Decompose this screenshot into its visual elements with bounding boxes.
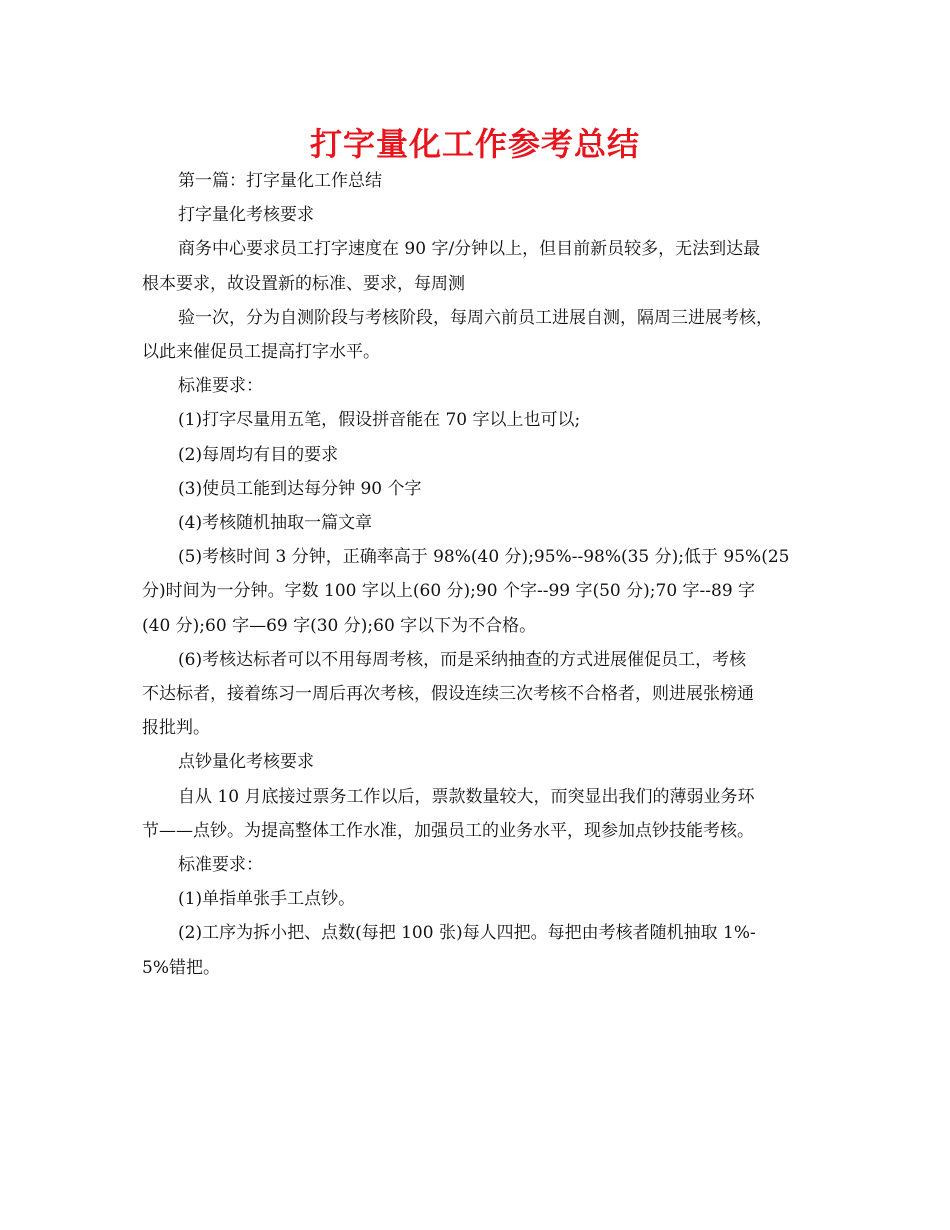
paragraph (142, 780, 842, 848)
paragraph (142, 643, 842, 746)
paragraph-line: 不达标者，接着练习一周后再次考核，假设连续三次考核不合格者，则进展张榜通 (142, 684, 754, 705)
paragraph-line: 打字量化考核要求 (178, 205, 314, 226)
paragraph (142, 369, 842, 403)
paragraph-line: (40 分);60 字—69 字(30 分);60 字以下为不合格。 (142, 615, 537, 636)
paragraph (142, 540, 842, 643)
paragraph-line: 第一篇：打字量化工作总结 (178, 171, 382, 191)
paragraph (142, 301, 842, 369)
paragraph (142, 506, 842, 540)
paragraph-line: (2)每周均有目的要求 (178, 444, 339, 465)
paragraph-line: 验一次，分为自测阶段与考核阶段，每周六前员工进展自测，隔周三进展考核， (178, 307, 773, 328)
paragraph-line: 分)时间为一分钟。字数 100 字以上(60 分);90 个字--99 字(50 分);70 字--89 字 (142, 581, 756, 602)
paragraph-line: (1)单指单张手工点钞。 (178, 889, 356, 910)
paragraph-line: (5)考核时间 3 分钟，正确率高于 98%(40 分);95%--98%(35 分);低于 95%(25 (178, 547, 790, 568)
paragraph (142, 164, 842, 198)
paragraph-line: 自从 10 月底接过票务工作以后，票款数量较大，而突显出我们的薄弱业务环 (178, 786, 755, 807)
paragraph (142, 848, 842, 882)
paragraph-line: 节——点钞。为提高整体工作水准，加强员工的业务水平，现参加点钞技能考核。 (142, 820, 754, 841)
paragraph-line: (1)打字尽量用五笔，假设拼音能在 70 字以上也可以; (178, 410, 581, 431)
paragraph (142, 438, 842, 472)
paragraph (142, 882, 842, 916)
paragraph (142, 232, 842, 300)
paragraph-line: (4)考核随机抽取一篇文章 (178, 513, 373, 534)
paragraph-line: 根本要求，故设置新的标准、要求，每周测 (142, 273, 465, 294)
paragraph-line: 以此来催促员工提高打字水平。 (142, 342, 380, 363)
paragraph-line: 商务中心要求员工打字速度在 90 字/分钟以上，但目前新员较多，无法到达最 (178, 239, 761, 260)
paragraph-line: (3)使员工能到达每分钟 90 个字 (178, 478, 422, 499)
paragraph (142, 745, 842, 779)
paragraph-line: (6)考核达标者可以不用每周考核，而是采纳抽查的方式进展催促员工，考核 (178, 649, 747, 670)
paragraph-line: 标准要求： (178, 376, 263, 397)
document-title: 打字量化工作参考总结 (309, 125, 640, 163)
paragraph-line: 点钞量化考核要求 (178, 752, 314, 773)
paragraph-line: (2)工序为拆小把、点数(每把 100 张)每人四把。每把由考核者随机抽取 1%- (178, 923, 756, 944)
document-body (142, 164, 842, 985)
paragraph-line: 标准要求： (178, 855, 263, 876)
paragraph (142, 198, 842, 232)
paragraph (142, 472, 842, 506)
paragraph-line: 报批判。 (142, 718, 210, 739)
paragraph (142, 916, 842, 984)
paragraph-line: 5%错把。 (142, 957, 220, 978)
paragraph (142, 403, 842, 437)
